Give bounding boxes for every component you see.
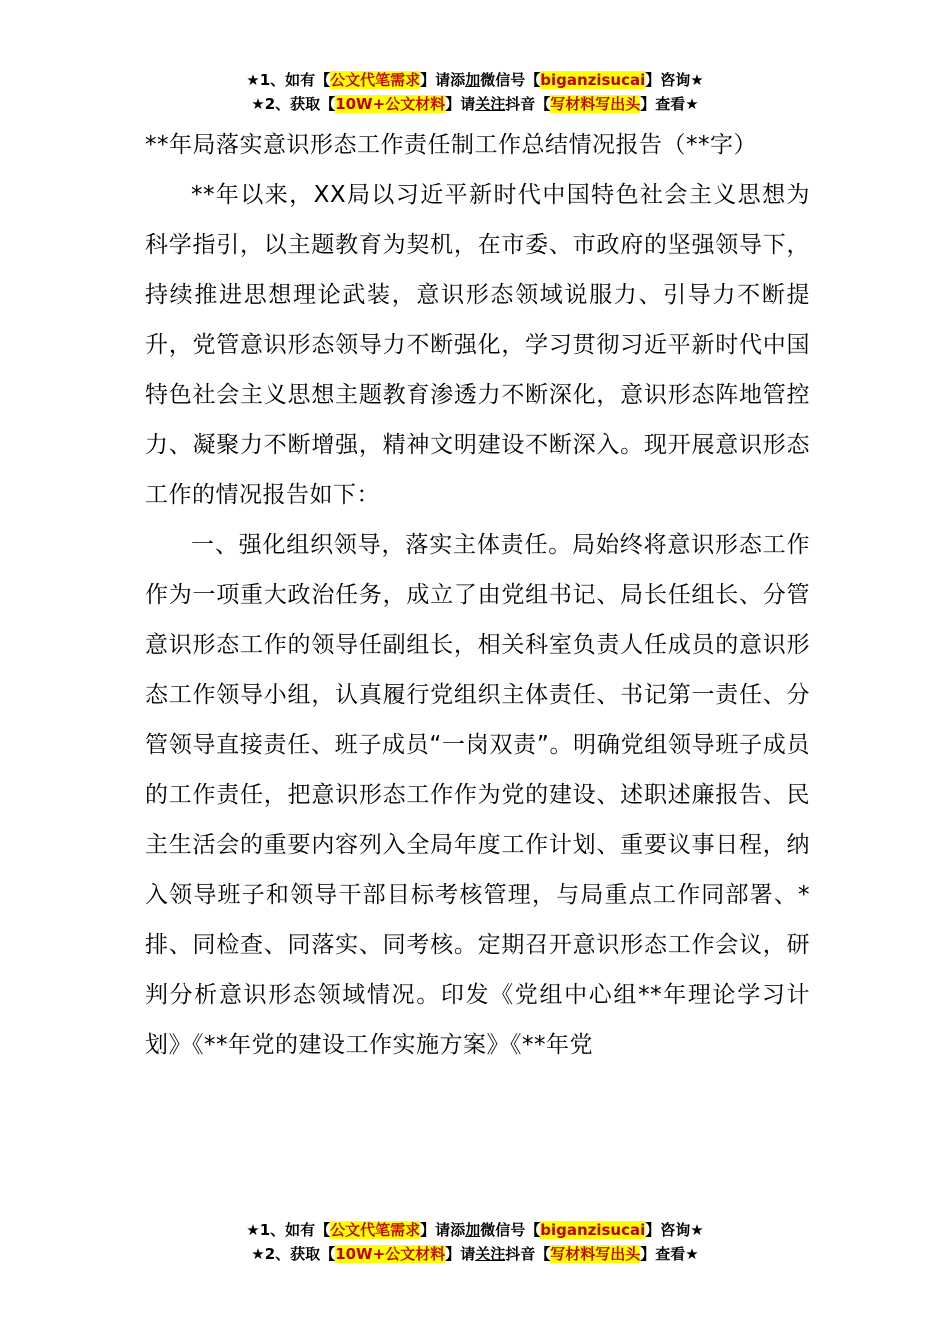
highlight-materials: 10W+公文材料 — [335, 1245, 446, 1263]
promo-text: 】查看★ — [640, 95, 699, 113]
promo-line-1 — [0, 68, 950, 92]
promo-line-2 — [0, 1242, 950, 1266]
promo-text: ★2、获取【 — [251, 95, 336, 113]
promo-line-1 — [0, 1218, 950, 1242]
highlight-ghostwriting: 公文代笔需求 — [330, 1221, 421, 1239]
promo-text: 抖音【 — [505, 1245, 551, 1263]
top-promo-banner — [0, 68, 950, 116]
highlight-wechat-id: biganzisucai — [540, 1221, 646, 1239]
highlight-ghostwriting: 公文代笔需求 — [330, 71, 421, 89]
promo-text: 】咨询★ — [645, 71, 704, 89]
paragraph-section-1: 一、强化组织领导，落实主体责任。局始终将意识形态工作作为一项重大政治任务，成立了由党组书记、局长任组长、分管意识形态工作的领导任副组长，相关科室负责人任成员的意识形态工作领导小组，认真履行党组织主体责任、书记第一责任、分管领导直接责任、班子成员“一岗双责”。明确党组领导班子成员的工作责任，把意识形态工作作为党的建设、述职述廉报告、民主生活会的重要内容列入全局年度工作计划、重要议事日程，纳入领导班子和领导干部目标考核管理，与局重点工作同部署、*排、同检查、同落实、同考核。定期召开意识形态工作会议，研判分析意识形态领域情况。印发《党组中心组**年理论学习计划》《**年党的建设工作实施方案》《**年党 — [145, 532, 810, 1058]
highlight-douyin: 写材料写出头 — [550, 1245, 641, 1263]
promo-text: 】请 — [445, 95, 476, 113]
highlight-materials: 10W+公文材料 — [335, 95, 446, 113]
promo-text: ★1、如有【 — [246, 1221, 331, 1239]
promo-text: 】请 — [445, 1245, 476, 1263]
promo-text: 】咨询★ — [645, 1221, 704, 1239]
document-title: **年局落实意识形态工作责任制工作总结情况报告（**字） — [145, 132, 757, 158]
paragraph-intro: **年以来，XX局以习近平新时代中国特色社会主义思想为科学指引，以主题教育为契机，在市委、市政府的坚强领导下，持续推进思想理论武装，意识形态领域说服力、引导力不断提升，党管意识形态领导力不断强化，学习贯彻习近平新时代中国特色社会主义思想主题教育渗透力不断深化，意识形态阵地管控力、凝聚力不断增强，精神文明建设不断深入。现开展意识形态工作的情况报告如下： — [145, 182, 810, 508]
promo-text: 微信号【 — [480, 71, 541, 89]
highlight-douyin: 写材料写出头 — [550, 95, 641, 113]
underlined-text: 关注 — [475, 95, 506, 113]
promo-text: 微信号【 — [480, 1221, 541, 1239]
underlined-text: 关注 — [475, 1245, 506, 1263]
document-body — [145, 120, 810, 1070]
promo-text: 】查看★ — [640, 1245, 699, 1263]
underlined-text: 加 — [465, 71, 481, 89]
bottom-promo-banner — [0, 1218, 950, 1266]
promo-line-2 — [0, 92, 950, 116]
promo-text: ★2、获取【 — [251, 1245, 336, 1263]
promo-text: ★1、如有【 — [246, 71, 331, 89]
highlight-wechat-id: biganzisucai — [540, 71, 646, 89]
promo-text: 】请添 — [420, 1221, 466, 1239]
underlined-text: 加 — [465, 1221, 481, 1239]
promo-text: 抖音【 — [505, 95, 551, 113]
promo-text: 】请添 — [420, 71, 466, 89]
